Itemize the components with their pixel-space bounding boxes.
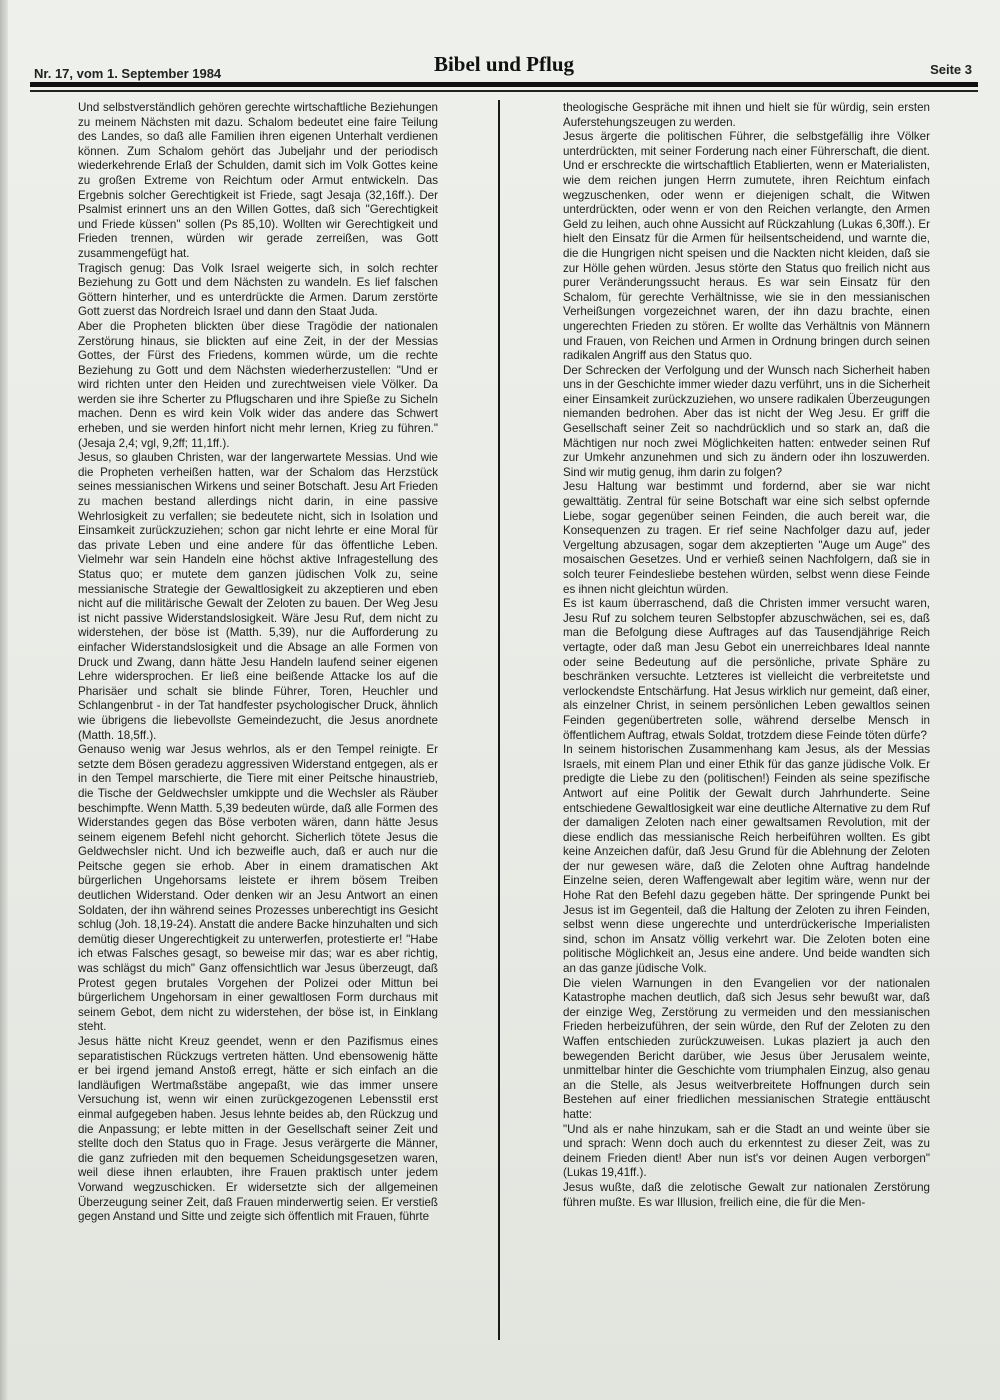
paragraph: Es ist kaum überraschend, daß die Christen immer versucht waren, Jesu Ruf zu solchem teuren Selbstopfer abzuschwächen, sei es, daß man die Befolgung diese Auftrages auf das Tausendjährige Reich vertagte, oder daß man Jesu Gebot ein unerreichbares Ideal nannte oder seine Bedeutung auf die persönliche, private Sphäre zu beschränken versuchte. Letzteres ist vielleicht die verbreitetste und verlockendste Entschärfung. Hat Jesus wirklich nur gemeint, daß einer, als einzelner Christ, in seinem persönlichen Leben gewaltlos seinen Feinden gegenübertreten solle, während derselbe Mensch in öffentlichem Auftrag, etwals Soldat, trotzdem diese Feinde töten dürfe?	[563, 597, 930, 742]
paragraph: Jesus, so glauben Christen, war der langerwartete Messias. Und wie die Propheten verheißen hatten, war der Schalom das Herzstück seines messianischen Wirkens und seiner Botschaft. Jesu Art Frieden zu machen bestand allerdings nicht darin, in eine passive Wehrlosigkeit zu verfallen; sie bedeutete nicht, sich in Isolation und Einsamkeit zurückzuziehen; schon gar nicht lehrte er eine Moral für das private Leben und eine andere für das öffentliche Leben. Vielmehr war sein Handeln eine höchst aktive Infragestellung des Status quo; er mutete dem ganzen jüdischen Volk zu, seine messianische Strategie der Gewaltlosigkeit zu akzeptieren und eben nicht auf die militärische Gewalt der Zeloten zu bauen. Der Weg Jesu ist nicht passive Widerstandslosigkeit. Wäre Jesu Ruf, dem nicht zu widerstehen, der böse ist (Matth. 5,39), nur die Aufforderung zu einfacher Widerstandslosigkeit und die Absage an alle Formen von Druck und Zwang, dann hätte Jesu Handeln laufend seiner eigenen Lehre widersprochen. Er ließ eine beißende Attacke los auf die Pharisäer und schalt sie blinde Führer, Toren, Heuchler und Schlangenbrut - in der Tat handfester psychologischer Druck, ähnlich wie übrigens die liebevollste Gemeindezucht, die Jesus anordnete (Matth. 18,5ff.).	[78, 451, 438, 742]
paragraph: Jesu Haltung war bestimmt und fordernd, aber sie war nicht gewalttätig. Zentral für seine Botschaft war eine sich selbst opfernde Liebe, sogar gegenüber seinen Feinden, die auch bereit war, die Konsequenzen zu tragen. Er rief seine Nachfolger dazu auf, jeder Vergeltung abzusagen, sogar dem akzeptierten "Auge um Auge" des mosaischen Gesetzes. Und er verhieß seinen Nachfolgern, daß sie in solch teurer Feindesliebe bestehen würden, selbst wenn diese Feinde es ihnen nicht gleichtun würden.	[563, 480, 930, 596]
paragraph: Jesus wußte, daß die zelotische Gewalt zur nationalen Zerstörung führen mußte. Es war Illusion, freilich eine, die für die Men-	[563, 1180, 930, 1209]
paragraph: Aber die Propheten blickten über diese Tragödie der nationalen Zerstörung hinaus, sie blickten auf eine Zeit, in der der Messias Gottes, der Fürst des Friedens, kommen würde, um die rechte Beziehung zu Gott und dem Nächsten wiederherzustellen: "Und er wird richten unter den Heiden und zurechtweisen viele Völker. Da werden sie ihre Scherter zu Pflugscharen und ihre Spieße zu Sicheln machen. Denn es wird kein Volk wider das andere das Schwert erheben, und sie werden hinfort nicht mehr lernen, Krieg zu führen." (Jesaja 2,4; vgl, 9,2ff; 11,1ff.).	[78, 319, 438, 450]
left-column	[78, 101, 438, 1341]
issue-number: Nr. 17, vom 1. September 1984	[34, 66, 222, 81]
newspaper-title: Bibel und Pflug	[433, 52, 575, 76]
paragraph: Der Schrecken der Verfolgung und der Wunsch nach Sicherheit haben uns in der Geschichte immer wieder dazu verführt, uns in die Sicherheit einer Einsamkeit zurückzuziehen, wo unsere radikalen Überzeugungen niemanden bedrohen. Aber das ist nicht der Weg Jesu. Er griff die Gesellschaft seiner Zeit so nachdrücklich und so stark an, daß die Mächtigen nur noch zwei Möglichkeiten hatten: entweder seinen Ruf zur Umkehr anzunehmen und sich zu ändern oder ihn loszuwerden. Sind wir mutig genug, ihm darin zu folgen?	[563, 363, 930, 479]
paragraph: "Und als er nahe hinzukam, sah er die Stadt an und weinte über sie und sprach: Wenn doch auch du erkenntest zu dieser Zeit, was zu deinem Frieden dient! Aber nun ist's vor deinen Augen verborgen" (Lukas 19,41ff.).	[563, 1122, 930, 1180]
right-column	[563, 101, 930, 1341]
page-edge-shadow	[0, 0, 8, 1400]
column-divider	[498, 100, 500, 1340]
page-number: Seite 3	[930, 62, 972, 77]
paragraph: theologische Gespräche mit ihnen und hielt sie für würdig, sein ersten Auferstehungszeugen zu werden.	[563, 101, 930, 129]
paragraph: Und selbstverständlich gehören gerechte wirtschaftliche Beziehungen zu meinem Nächsten mit dazu. Schalom bedeutet eine faire Teilung des Landes, so daß alle Familien ihren eigenen Unterhalt verdienen können. Zum Schalom gehört das Jubeljahr und der periodisch wiederkehrende Erlaß der Schulden, damit sich im Volk Gottes keine zu großen Extreme von Reichtum oder Armut entwickeln. Das Ergebnis solcher Gerechtigkeit ist Friede, sagt Jesaja (32,16ff.). Der Psalmist erinnert uns an den Willen Gottes, daß sich "Gerechtigkeit und Friede küssen" sollen (Ps 85,10). Wollten wir Gerechtigkeit und Frieden trennen, würden wir gerade zerreißen, was Gott zusammengefügt hat.	[78, 101, 438, 260]
paragraph: In seinem historischen Zusammenhang kam Jesus, als der Messias Israels, mit einem Plan und einer Ethik für das ganze jüdische Volk. Er predigte die Liebe zu den (politischen!) Feinden als seine spezifische Antwort auf eine Politik der Gewalt durch Jahrhunderte. Seine entschiedene Gewaltlosigkeit war eine deutliche Alternative zu dem Ruf der damaligen Zeloten nach einer gewaltsamen Revolution, mit der diese endlich das messianische Reich herbeiführen wollten. Es gibt keine Anzeichen dafür, daß Jesu Grund für die Ablehnung der Zeloten der nur gewesen wäre, daß die Zeloten ohne Auftrag handelnde Einzelne seien, deren Waffengewalt aber legitim wäre, wenn nur der Hohe Rat den Befehl dazu gegeben hätte. Der springende Punkt bei Jesus ist im Gegenteil, daß die Haltung der Zeloten zu ihren Feinden, selbst wenn diese ungerechte und unterdrückerische Imperialisten sind, schon im Ansatz völlig verkehrt war. Die Zeloten boten eine politische Möglichkeit an, Jesus eine andere. Und beide wandten sich an das ganze jüdische Volk.	[563, 743, 930, 976]
paragraph: Jesus ärgerte die politischen Führer, die selbstgefällig ihre Völker unterdrückten, mit seiner Forderung nach einer Führerschaft, die dient. Und er erschreckte die wirtschaftlich Etablierten, wenn er Materialisten, wie dem reichen jungen Herrn zumutete, ihren Reichtum einfach wegzuschenken, oder wenn er diejenigen schalt, die Witwen unterdrückten, oder wenn er von den Reichen verlangte, den Armen Geld zu leihen, auch ohne Aussicht auf Rückzahlung (Lukas 6,30ff.). Er hielt den Einsatz für die Armen für heilsentscheidend, und warnte die, die die Hungrigen nicht speisen und die Nackten nicht kleiden, daß sie zur Hölle gehen würden. Jesus störte den Status quo freilich nicht aus purer Veränderungssucht heraus. Es war sein Einsatz für den Schalom, für gerechte Verhältnisse, wie sie in den messianischen Verheißungen vorgezeichnet waren, der ihn dazu brachte, einen ungerechten Frieden zu stören. Er wollte das Verhältnis von Männern und Frauen, von Reichen und Armen in Ordnung bringen durch seinen radikalen Angriff aus den Status quo.	[563, 130, 930, 363]
header-rule-thick	[30, 82, 978, 87]
paragraph: Jesus hätte nicht Kreuz geendet, wenn er den Pazifismus eines separatistischen Rückzugs vertreten hätten. Und ebensowenig hätte er bei irgend jemand Anstoß erregt, hätte er sich einfach an die landläufigen Wertmaßstäbe angepaßt, wie das immer unsere Versuchung ist, wenn wir einen zurückgezogenen Lebensstil erst einmal aufgegeben haben. Jesus lehnte beides ab, den Rückzug und die Anpassung; er lebte mitten in der Gesellschaft seiner Zeit und stellte doch den Status quo in Frage. Jesus verärgerte die Männer, die ganz zufrieden mit den bequemen Scheidungsgesetzen waren, weil diese ihnen erlaubten, ihre Frauen praktisch unter jedem Vorwand wegzuschicken. Er widersetzte sich der allgemeinen Überzeugung seiner Zeit, daß Frauen minderwertig seien. Er verstieß gegen Anstand und Sitte und zeigte sich öffentlich mit Frauen, führte	[78, 1035, 438, 1224]
paragraph: Tragisch genug: Das Volk Israel weigerte sich, in solch rechter Beziehung zu Gott und dem Nächsten zu wandeln. Es lief falschen Göttern hinterher, und es unterdrückte die Armen. Darum zerstörte Gott zuerst das Nordreich Israel und dann den Staat Juda.	[78, 261, 438, 319]
header-rule-thin	[30, 90, 978, 92]
paragraph: Genauso wenig war Jesus wehrlos, als er den Tempel reinigte. Er setzte dem Bösen geradezu aggressiven Widerstand entgegen, als er in den Tempel marschierte, die Tiere mit einer Peitsche hinaustrieb, die Tische der Geldwechsler umkippte und die Wechsler als Räuber beschimpfte. Wenn Matth. 5,39 bedeuten würde, daß alle Formen des Widerstandes gegen das Böse verboten wären, dann hätte Jesus seinem eigenem Befehl nicht gehorcht. Sicherlich tötete Jesus die Geldwechsler nicht. Und ich bezweifle auch, daß er auch nur die Peitsche gegen sie erhob. Aber in einem dramatischen Akt bürgerlichen Ungehorsams leistete er ihrem bösem Treiben deutlichen Widerstand. Oder denken wir an Jesu Antwort an einen Soldaten, der ihn während seines Prozesses unberechtigt ins Gesicht schlug (Joh. 18,19-24). Anstatt die andere Backe hinzuhalten und sich demütig dieser Ungerechtigkeit zu unterwerfen, protestierte er! "Habe ich etwas Falsches gesagt, so beweise mir das; war es aber richtig, was schlägst du mich" Ganz offensichtlich war Jesus überzeugt, daß Protest gegen brutales Vorgehen der Polizei oder Mittun bei bürgerlichem Ungehorsam in einer gewaltlosen Form durchaus mit seinem Gebot, dem nicht zu widerstehen, der böse ist, in Einklang steht.	[78, 743, 438, 1034]
paragraph: Die vielen Warnungen in den Evangelien vor der nationalen Katastrophe machen deutlich, daß sich Jesus sehr bewußt war, daß der einzige Weg, Zerstörung zu vermeiden und den messianischen Frieden herbeizuführen, der sein würde, den Ruf der Zeloten zu den Waffen entschieden zurückzuweisen. Lukas plaziert ja auch den bewegenden Bericht darüber, wie Jesus über Jerusalem weinte, unmittelbar hinter die Geschichte vom triumphalen Einzug, also genau an die Stelle, als Jesus weitverbreitete Hoffnungen durch sein Bestehen auf einer friedlichen messianischen Strategie enttäuscht hatte:	[563, 976, 930, 1121]
